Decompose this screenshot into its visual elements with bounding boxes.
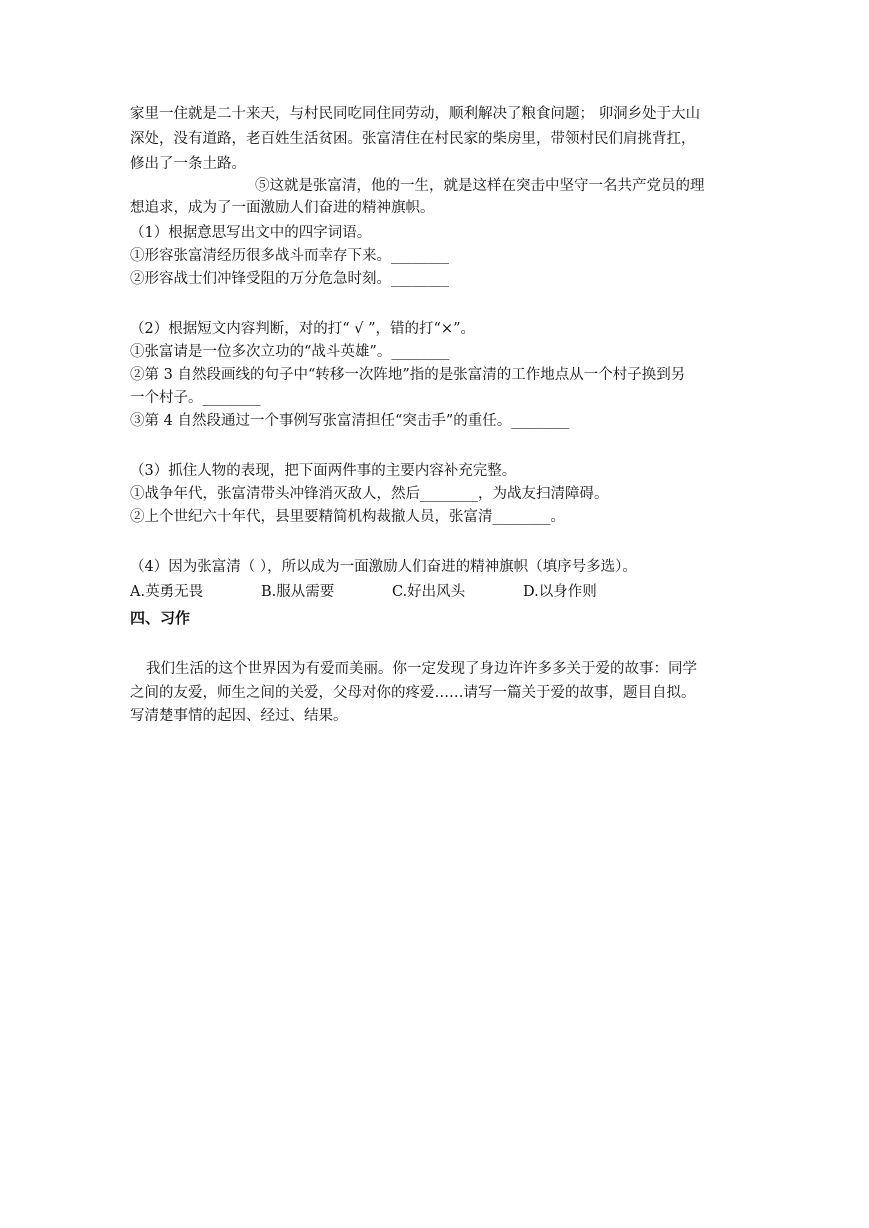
essay-prompt-line: 我们生活的这个世界因为有爱而美丽。你一定发现了身边许许多多关于爱的故事：同学 xyxy=(146,661,697,677)
passage-line: 深处，没有道路，老百姓生活贫困。张富清住在村民家的柴房里，带领村民们肩挑背扛， xyxy=(130,131,696,147)
question-2-item-b: ②第 3 自然段画线的句子中“转移一次阵地”指的是张富清的工作地点从一个村子换到另 xyxy=(130,367,686,383)
question-4-title: （4）因为张富清（ ），所以成为一面激励人们奋进的精神旗帜（填序号多选）。 xyxy=(130,559,637,575)
question-2-item-c: ③第 4 自然段通过一个事例写张富清担任“突击手”的重任。________ xyxy=(130,413,570,429)
question-3-item-b: ②上个世纪六十年代，县里要精简机构裁撤人员，张富清________。 xyxy=(130,509,565,525)
question-4-options xyxy=(130,581,597,603)
essay-prompt-line: 写清楚事情的起因、经过、结果。 xyxy=(130,708,348,724)
question-1-title: （1）根据意思写出文中的四字词语。 xyxy=(130,225,372,241)
question-2-item-a: ①张富请是一位多次立功的“战斗英雄”。________ xyxy=(130,344,450,360)
passage-line: 想追求，成为了一面激励人们奋进的精神旗帜。 xyxy=(130,200,435,216)
question-2-title: （2）根据短文内容判断，对的打“ √ ”，错的打“×”。 xyxy=(130,321,475,337)
question-3-item-a: ①战争年代，张富清带头冲锋消灭敌人，然后________，为战友扫清障碍。 xyxy=(130,486,609,502)
essay-prompt-line: 之间的友爱，师生之间的关爱，父母对你的疼爱……请写一篇关于爱的故事，题目自拟。 xyxy=(130,685,696,701)
option-c: C.好出风头 xyxy=(392,584,466,600)
passage-line: 家里一住就是二十来天，与村民同吃同住同劳动，顺利解决了粮食问题； 卯洞乡处于大山 xyxy=(130,106,701,122)
option-a: A.英勇无畏 xyxy=(130,584,204,600)
question-1-item-a: ①形容张富清经历很多战斗而幸存下来。________ xyxy=(130,248,449,264)
passage-line: ⑤这就是张富清，他的一生，就是这样在突击中坚守一名共产党员的理 xyxy=(255,178,705,194)
question-2-item-b-cont: 一个村子。________ xyxy=(130,390,261,406)
passage-line: 修出了一条土路。 xyxy=(130,156,246,172)
option-b: B.服从需要 xyxy=(261,584,335,600)
question-3-title: （3）抓住人物的表现，把下面两件事的主要内容补充完整。 xyxy=(130,463,517,479)
option-d: D.以身作则 xyxy=(523,584,597,600)
question-1-item-b: ②形容战士们冲锋受阻的万分危急时刻。________ xyxy=(130,271,449,287)
section-heading: 四、习作 xyxy=(130,609,191,627)
